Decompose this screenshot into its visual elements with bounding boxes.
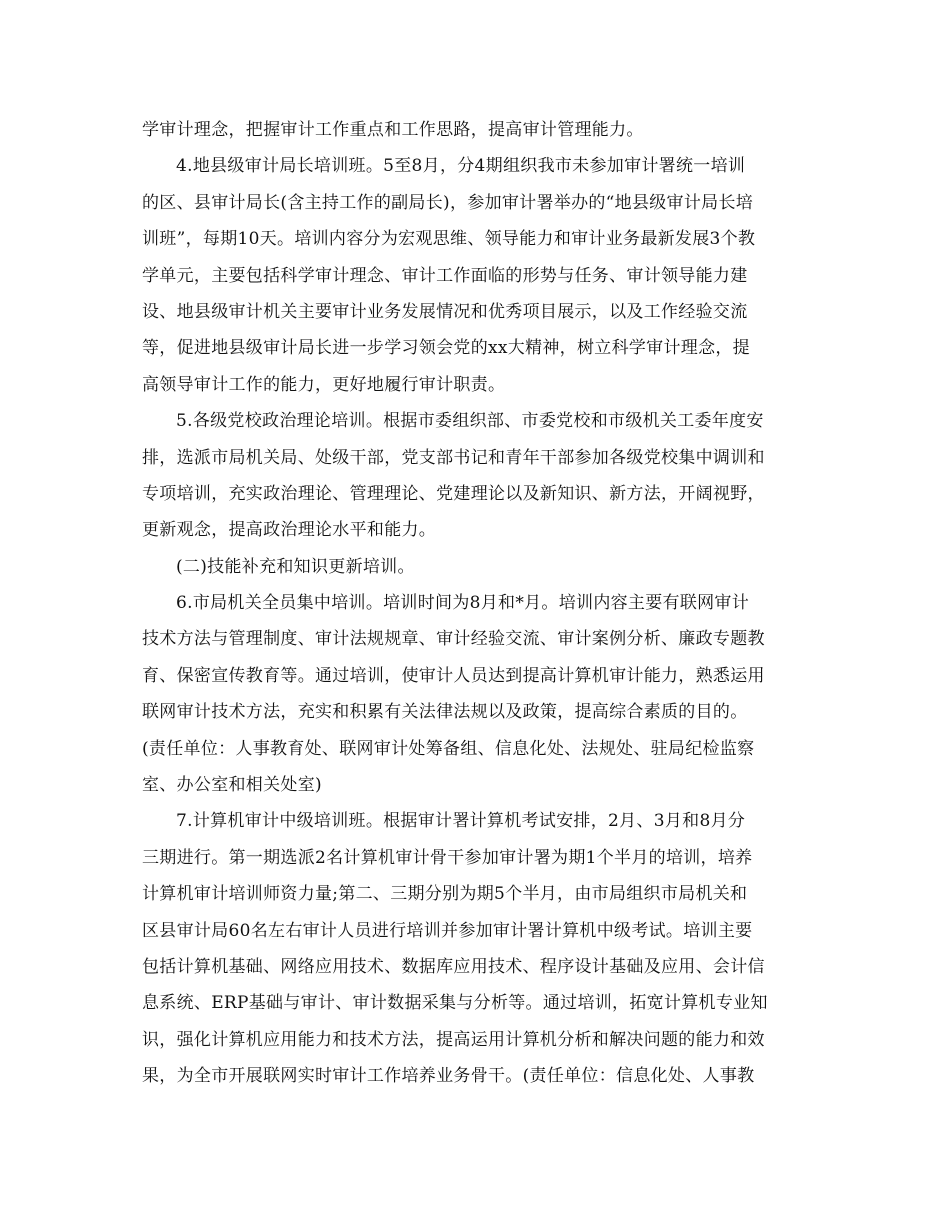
paragraph-4-start: 4.地县级审计局长培训班。5至8月，分4期组织我市未参加审计署统一培训 [176,156,746,177]
text-line: 排，选派市局机关局、处级干部，党支部书记和青年干部参加各级党校集中调训和 [142,447,765,468]
text-line: 学单元，主要包括科学审计理念、审计工作面临的形势与任务、审计领导能力建 [142,265,748,286]
document-body [142,112,810,1095]
text-line: 专项培训，充实政治理论、管理理论、党建理论以及新知识、新方法，开阔视野， [142,483,765,504]
paragraph-6-start: 6.市局机关全员集中培训。培训时间为8月和*月。培训内容主要有联网审计 [176,593,750,614]
text-line: 设、地县级审计机关主要审计业务发展情况和优秀项目展示，以及工作经验交流 [142,301,748,322]
text-line: 技术方法与管理制度、审计法规规章、审计经验交流、审计案例分析、廉政专题教 [142,629,765,650]
text-line: 学审计理念，把握审计工作重点和工作思路，提高审计管理能力。 [142,120,644,140]
text-line: 育、保密宣传教育等。通过培训，使审计人员达到提高计算机审计能力，熟悉运用 [142,665,765,686]
section-heading: (二)技能补充和知识更新培训。 [176,556,415,577]
text-line: 室、办公室和相关处室) [142,775,322,796]
text-line: 联网审计技术方法，充实和积累有关法律法规以及政策，提高综合素质的目的。 [142,702,748,723]
text-line: 息系统、ERP基础与审计、审计数据采集与分析等。通过培训，拓宽计算机专业知 [142,993,768,1014]
text-line: 训班”，每期10天。培训内容分为宏观思维、领导能力和审计业务最新发展3个教 [142,229,756,250]
text-line: 更新观念，提高政治理论水平和能力。 [142,520,437,541]
text-line: 果，为全市开展联网实时审计工作培养业务骨干。(责任单位：信息化处、人事教 [142,1066,755,1087]
text-line: 三期进行。第一期选派2名计算机审计骨干参加审计署为期1个半月的培训，培养 [142,847,753,868]
paragraph-7-start: 7.计算机审计中级培训班。根据审计署计算机考试安排，2月、3月和8月分 [176,811,746,832]
text-line: 计算机审计培训师资力量;第二、三期分别为期5个半月，由市局组织市局机关和 [142,884,748,905]
text-line: 区县审计局60名左右审计人员进行培训并参加审计署计算机中级考试。培训主要 [142,920,753,941]
text-line: 识，强化计算机应用能力和技术方法，提高运用计算机分析和解决问题的能力和效 [142,1029,765,1050]
text-line: (责任单位：人事教育处、联网审计处筹备组、信息化处、法规处、驻局纪检监察 [142,738,755,759]
text-line: 的区、县审计局长(含主持工作的副局长)，参加审计署举办的“地县级审计局长培 [142,192,754,213]
text-line: 包括计算机基础、网络应用技术、数据库应用技术、程序设计基础及应用、会计信 [142,956,765,977]
paragraph-5-start: 5.各级党校政治理论培训。根据市委组织部、市委党校和市级机关工委年度安 [176,411,764,432]
text-line: 高领导审计工作的能力，更好地履行审计职责。 [142,374,506,395]
text-line: 等，促进地县级审计局长进一步学习领会党的xx大精神，树立科学审计理念，提 [142,338,750,359]
